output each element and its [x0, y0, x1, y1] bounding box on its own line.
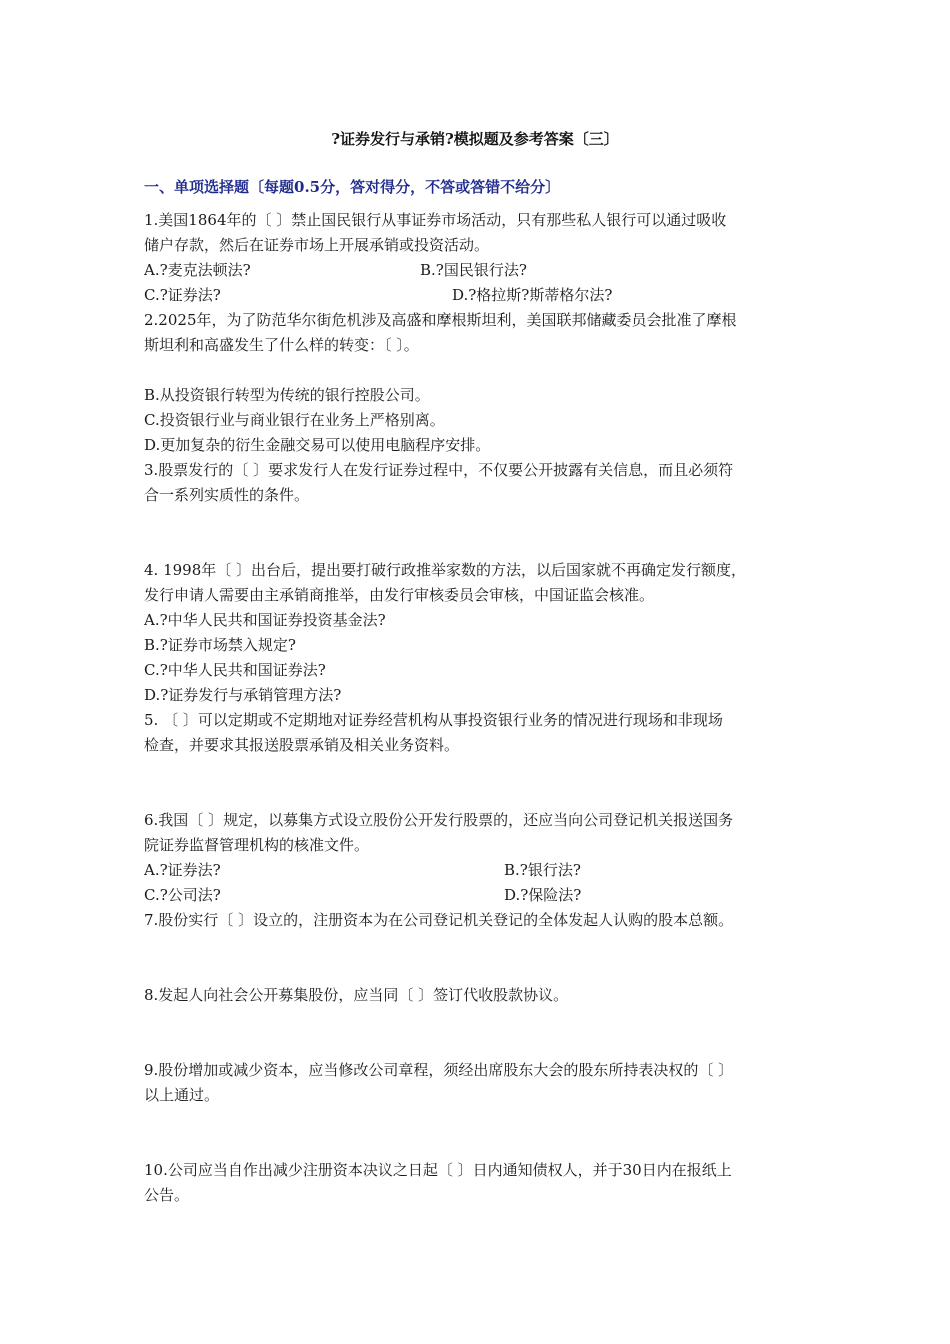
question-4-option-a: A.?中华人民共和国证券投资基金法? — [144, 611, 386, 629]
question-6-option-b: B.?银行法? — [504, 861, 581, 879]
question-1-option-c: C.?证券法? — [144, 286, 221, 304]
question-1-option-d: D.?格拉斯?斯蒂格尔法? — [452, 286, 613, 304]
question-1-stem-cont: 储户存款，然后在证券市场上开展承销或投资活动。 — [144, 236, 490, 254]
question-7-stem: 7.股份实行〔 〕设立的，注册资本为在公司登记机关登记的全体发起人认购的股本总额。 — [144, 911, 734, 929]
question-9-stem: 9.股份增加或减少资本，应当修改公司章程，须经出席股东大会的股东所持表决权的〔 〕 — [144, 1061, 734, 1079]
question-4-option-d: D.?证券发行与承销管理方法? — [144, 686, 342, 704]
question-5-stem: 5. 〔 〕可以定期或不定期地对证券经营机构从事投资银行业务的情况进行现场和非现场 — [144, 711, 723, 729]
question-8-stem: 8.发起人向社会公开募集股份，应当同〔 〕签订代收股款协议。 — [144, 986, 569, 1004]
question-9-stem-cont: 以上通过。 — [144, 1086, 220, 1104]
question-1-option-a: A.?麦克法顿法? — [144, 261, 251, 279]
question-2-stem: 2.2025年，为了防范华尔街危机涉及高盛和摩根斯坦利，美国联邦储藏委员会批准了摩根 — [144, 311, 737, 329]
question-1-option-b: B.?国民银行法? — [420, 261, 527, 279]
question-10-stem-cont: 公告。 — [144, 1186, 190, 1204]
question-2-option-b: B.从投资银行转型为传统的银行控股公司。 — [144, 386, 430, 404]
document-title: ?证券发行与承销?模拟题及参考答案〔三〕 — [331, 130, 619, 148]
question-5-stem-cont: 检查，并要求其报送股票承销及相关业务资料。 — [144, 736, 460, 754]
question-4-stem: 4. 1998年〔 〕出台后，提出要打破行政推举家数的方法，以后国家就不再确定发行额度， — [144, 561, 747, 579]
question-4-option-c: C.?中华人民共和国证券法? — [144, 661, 326, 679]
question-4-option-b: B.?证券市场禁入规定? — [144, 636, 296, 654]
question-3-stem: 3.股票发行的〔 〕要求发行人在发行证券过程中，不仅要公开披露有关信息，而且必须符 — [144, 461, 734, 479]
question-6-option-a: A.?证券法? — [144, 861, 221, 879]
question-2-option-d: D.更加复杂的衍生金融交易可以使用电脑程序安排。 — [144, 436, 491, 454]
question-4-stem-cont: 发行申请人需要由主承销商推举，由发行审核委员会审核，中国证监会核准。 — [144, 586, 655, 604]
question-6-option-d: D.?保险法? — [504, 886, 582, 904]
question-2-option-c: C.投资银行业与商业银行在业务上严格别离。 — [144, 411, 445, 429]
question-6-stem: 6.我国〔 〕规定，以募集方式设立股份公开发行股票的，还应当向公司登记机关报送国务 — [144, 811, 734, 829]
question-1-stem: 1.美国1864年的〔 〕禁止国民银行从事证券市场活动，只有那些私人银行可以通过吸收 — [144, 211, 727, 229]
section-heading: 一、单项选择题〔每题0.5分，答对得分，不答或答错不给分〕 — [144, 178, 561, 196]
question-2-stem-cont: 斯坦利和高盛发生了什么样的转变：〔 〕。 — [144, 336, 419, 354]
question-6-option-c: C.?公司法? — [144, 886, 221, 904]
question-3-stem-cont: 合一系列实质性的条件。 — [144, 486, 310, 504]
question-6-stem-cont: 院证券监督管理机构的核准文件。 — [144, 836, 370, 854]
question-10-stem: 10.公司应当自作出减少注册资本决议之日起〔 〕日内通知债权人，并于30日内在报纸上 — [144, 1161, 732, 1179]
